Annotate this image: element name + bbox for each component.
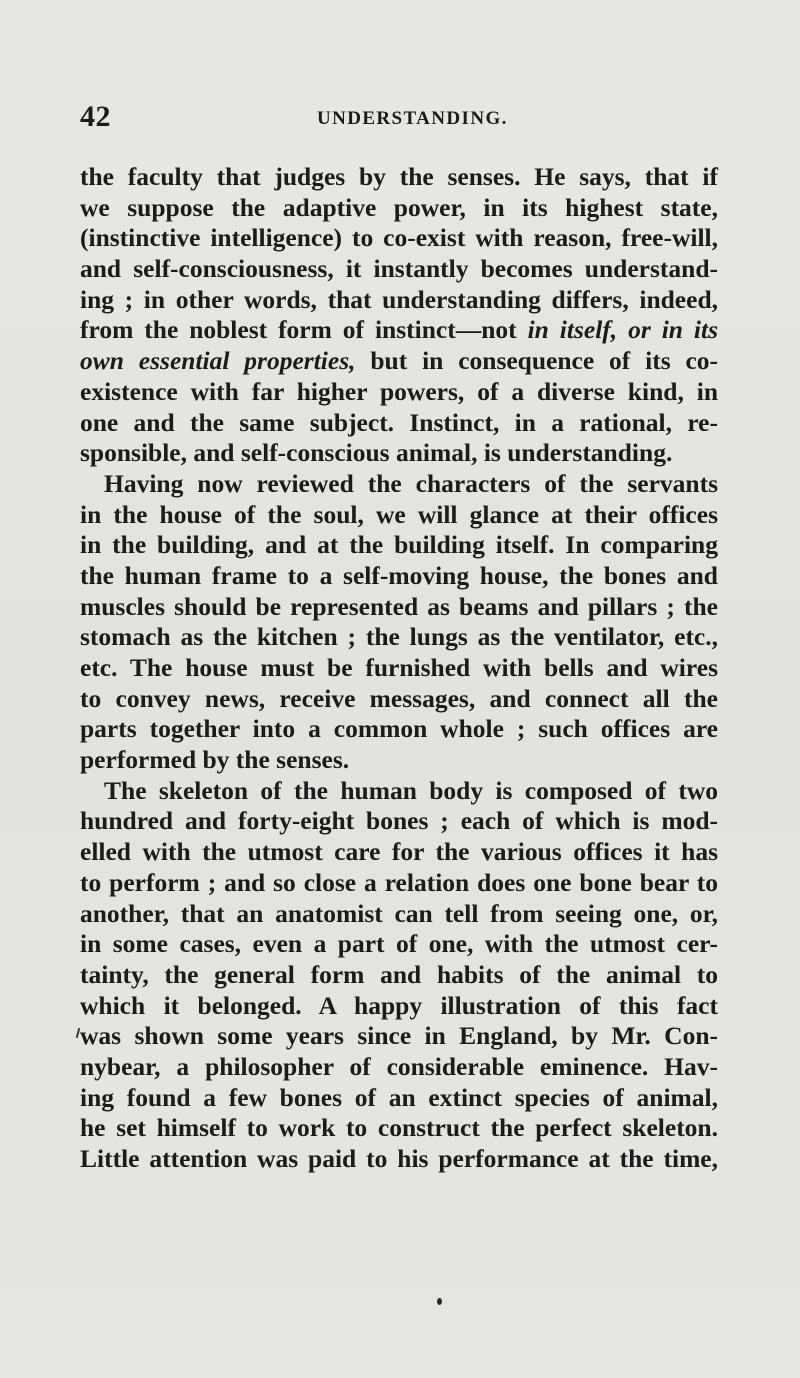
text-line: tainty, the general form and habits of the animal to — [80, 959, 718, 989]
running-head — [80, 100, 720, 140]
text-line: ing found a few bones of an extinct species of animal, — [80, 1082, 718, 1112]
text-line: we suppose the adaptive power, in its highest state, — [80, 192, 718, 222]
body-text — [80, 162, 718, 1175]
text-line: from the noblest form of instinct—not in itself, or in its — [80, 315, 718, 345]
running-head-title: UNDERSTANDING. — [317, 108, 508, 129]
text-line: to convey news, receive messages, and connect all the — [80, 683, 718, 713]
text-line: muscles should be represented as beams and pillars ; the — [80, 591, 718, 621]
text-line: was shown some years since in England, by Mr. Con- — [80, 1021, 718, 1051]
text-line: ing ; in other words, that understanding differs, indeed, — [80, 284, 718, 314]
text-line: the faculty that judges by the senses. He says, that if — [80, 162, 718, 191]
text-line: sponsible, and self-conscious animal, is understanding. — [80, 438, 673, 468]
text-line: hundred and forty-eight bones ; each of which is mod- — [80, 806, 718, 836]
text-line: own essential properties, but in consequence of its co- — [80, 346, 719, 376]
text-line: Having now reviewed the characters of the servants — [104, 468, 718, 498]
text-line: Little attention was paid to his performance at the time, — [80, 1144, 718, 1173]
text-line: in the building, and at the building itself. In comparing — [80, 530, 718, 560]
italic-phrase: in itself, or in its — [527, 315, 718, 345]
text-line: parts together into a common whole ; such offices are — [80, 714, 718, 744]
text-line: to perform ; and so close a relation does one bone bear to — [80, 867, 718, 897]
page-number: 42 — [80, 100, 111, 133]
text-line: (instinctive intelligence) to co-exist with reason, free-will, — [80, 223, 718, 253]
text-line: The skeleton of the human body is composed of two — [104, 775, 718, 805]
text-line: in some cases, even a part of one, with the utmost cer- — [80, 929, 718, 959]
text-line: which it belonged. A happy illustration of this fact — [80, 990, 718, 1020]
text-line: one and the same subject. Instinct, in a rational, re- — [80, 407, 718, 437]
text-line: existence with far higher powers, of a diverse kind, in — [80, 376, 718, 406]
text-line: etc. The house must be furnished with bells and wires — [80, 653, 718, 682]
text-line: elled with the utmost care for the various offices it has — [80, 837, 718, 867]
text-line: another, that an anatomist can tell from seeing one, or, — [80, 898, 718, 928]
text-line: in the house of the soul, we will glance at their offices — [80, 499, 718, 529]
text-line: the human frame to a self-moving house, the bones and — [80, 560, 718, 590]
text-line: he set himself to work to construct the perfect skeleton. — [80, 1113, 718, 1143]
text-line: and self-consciousness, it instantly becomes understand- — [80, 254, 718, 284]
italic-phrase: own essential properties, — [80, 346, 356, 376]
text-line: nybear, a philosopher of considerable eminence. Hav- — [80, 1051, 718, 1081]
text-line: performed by the senses. — [80, 745, 350, 775]
print-speck — [437, 1298, 442, 1305]
text-line: stomach as the kitchen ; the lungs as the ventilator, etc., — [80, 622, 718, 652]
